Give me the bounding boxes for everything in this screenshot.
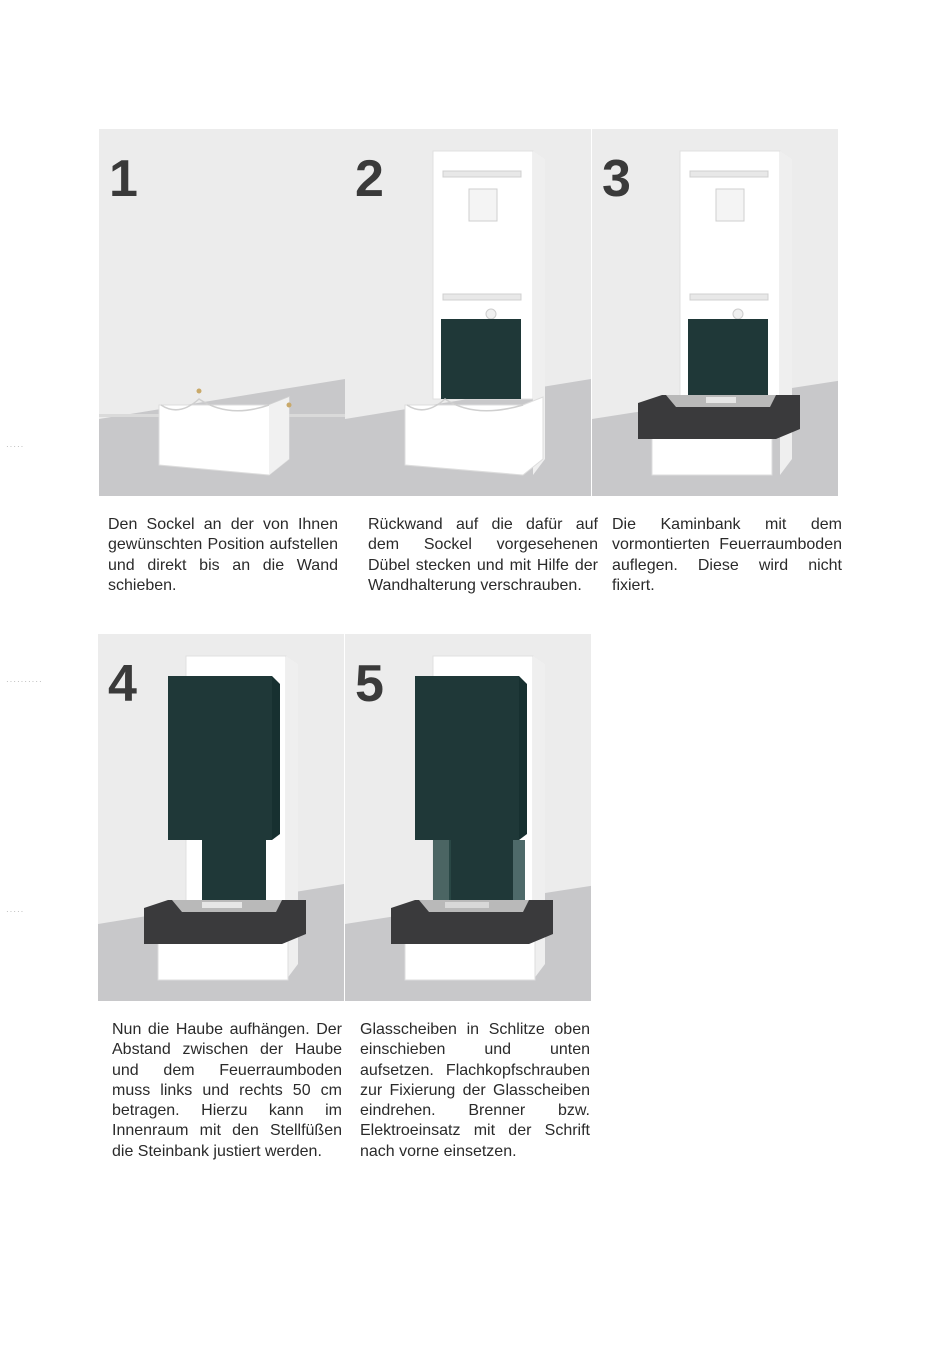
step-3-illustration xyxy=(592,129,838,496)
margin-mark: ·········· xyxy=(6,677,43,686)
step-5-caption: Glasscheiben in Schlitze oben einschieben und unten aufsetzen. Flachkopfschrauben zur Fixierung der Glasscheiben eindrehen. Brenner bzw. Elektroeinsatz mit der Schrift nach vorne einsetzen. xyxy=(360,1021,590,1160)
step-5-illustration xyxy=(345,634,591,1001)
step-1-caption: Den Sockel an der von Ihnen gewünschten Position aufstellen und direkt bis an die Wand schieben. xyxy=(108,516,338,594)
step-2-illustration xyxy=(345,129,591,496)
step-number: 2 xyxy=(355,150,384,208)
step-number: 5 xyxy=(355,655,384,713)
step-4-illustration xyxy=(98,634,344,1001)
margin-mark: ····· xyxy=(6,442,25,451)
step-4-caption: Nun die Haube aufhängen. Der Abstand zwischen der Haube und dem Feuerraumboden muss links und rechts 50 cm betragen. Hierzu kann im Innenraum mit den Stellfüßen die Steinbank justiert werden. xyxy=(112,1021,342,1160)
margin-mark: ····· xyxy=(6,907,25,916)
step-3-caption: Die Kaminbank mit dem vormontierten Feuerraumboden auflegen. Diese wird nicht fixiert. xyxy=(612,516,842,594)
step-2-caption: Rückwand auf die dafür auf dem Sockel vorgesehenen Dübel stecken und mit Hilfe der Wandhalterung verschrauben. xyxy=(368,516,598,594)
step-number: 1 xyxy=(109,150,138,208)
step-1-illustration xyxy=(99,129,345,496)
step-number: 4 xyxy=(108,655,137,713)
step-number: 3 xyxy=(602,150,631,208)
